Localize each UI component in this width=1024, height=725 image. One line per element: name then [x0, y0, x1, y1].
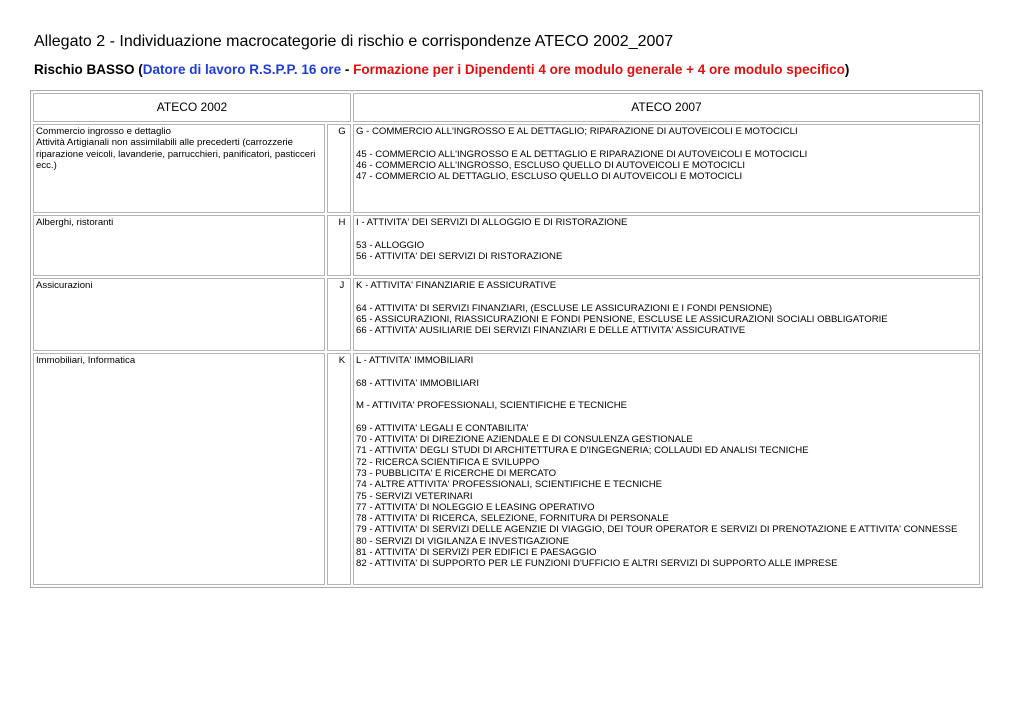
ateco-2007-item: 45 - COMMERCIO ALL'INGROSSO E AL DETTAGLIO E RIPARAZIONE DI AUTOVEICOLI E MOTOCICLI [356, 148, 808, 160]
ateco-2002-code: G [327, 124, 351, 213]
subtitle-separator: - [341, 62, 354, 77]
ateco-2007-item: 64 - ATTIVITA' DI SERVIZI FINANZIARI, (ESCLUSE LE ASSICURAZIONI E I FONDI PENSIONE) [356, 302, 773, 314]
table-row [33, 215, 980, 276]
table-row [33, 278, 980, 351]
risk-subtitle [34, 62, 849, 77]
list-gap [356, 366, 977, 377]
subtitle-prefix: Rischio BASSO ( [34, 62, 143, 77]
ateco-2002-code: H [327, 215, 351, 276]
ateco-2007-list [353, 124, 980, 213]
ateco-2007-item: 79 - ATTIVITA' DI SERVIZI DELLE AGENZIE DI VIAGGIO, DEI TOUR OPERATOR E SERVIZI DI PRENOTAZIONE E ATTIVITA' CONNESSE [356, 524, 958, 536]
ateco-2007-item: 77 - ATTIVITA' DI NOLEGGIO E LEASING OPERATIVO [356, 501, 595, 513]
ateco-2002-description-text: Commercio ingrosso e dettaglio Attività Artigianali non assimilabili alle precederti (carrozzerie riparazione veicoli, lavanderie, parrucchieri, panificatori, pasticceri ecc.) [36, 126, 316, 171]
ateco-2007-item: 46 - COMMERCIO ALL'INGROSSO, ESCLUSO QUELLO DI AUTOVEICOLI E MOTOCICLI [356, 159, 746, 171]
ateco-2007-item: 75 - SERVIZI VETERINARI [356, 490, 473, 502]
ateco-2007-item: 82 - ATTIVITA' DI SUPPORTO PER LE FUNZIONI D'UFFICIO E ALTRI SERVIZI DI SUPPORTO ALLE IMPRESE [356, 558, 838, 570]
ateco-2007-list [353, 215, 980, 276]
ateco-2007-item: 66 - ATTIVITA' AUSILIARIE DEI SERVIZI FINANZIARI E DELLE ATTIVITA' ASSICURATIVE [356, 325, 746, 337]
ateco-table [30, 90, 983, 588]
ateco-2007-item: G - COMMERCIO ALL'INGROSSO E AL DETTAGLIO; RIPARAZIONE DI AUTOVEICOLI E MOTOCICLI [356, 126, 798, 137]
header-ateco-2002: ATECO 2002 [33, 93, 351, 122]
ateco-2002-description [33, 215, 325, 276]
ateco-2007-item: M - ATTIVITA' PROFESSIONALI, SCIENTIFICHE E TECNICHE [356, 400, 628, 412]
ateco-2007-item: 56 - ATTIVITA' DEI SERVIZI DI RISTORAZIONE [356, 250, 563, 262]
list-gap [356, 411, 977, 422]
ateco-2007-item: 70 - ATTIVITA' DI DIREZIONE AZIENDALE E DI CONSULENZA GESTIONALE [356, 434, 693, 446]
subtitle-suffix: ) [844, 62, 850, 77]
list-gap [356, 291, 977, 302]
ateco-2007-item: 47 - COMMERCIO AL DETTAGLIO, ESCLUSO QUELLO DI AUTOVEICOLI E MOTOCICLI [356, 171, 743, 183]
ateco-2007-item: 53 - ALLOGGIO [356, 239, 425, 251]
ateco-2007-item: 71 - ATTIVITA' DEGLI STUDI DI ARCHITETTURA E D'INGEGNERIA; COLLAUDI ED ANALISI TECNICHE [356, 445, 809, 457]
ateco-2007-item: 81 - ATTIVITA' DI SERVIZI PER EDIFICI E PAESAGGIO [356, 547, 597, 559]
ateco-2002-code: J [327, 278, 351, 351]
ateco-2007-item: 74 - ALTRE ATTIVITA' PROFESSIONALI, SCIENTIFICHE E TECNICHE [356, 479, 663, 491]
ateco-2007-list [353, 353, 980, 585]
ateco-2007-item: I - ATTIVITA' DEI SERVIZI DI ALLOGGIO E DI RISTORAZIONE [356, 217, 628, 228]
header-ateco-2007: ATECO 2007 [353, 93, 980, 122]
ateco-2002-description-text: Alberghi, ristoranti [36, 217, 114, 228]
table-row [33, 353, 980, 585]
document-title: Allegato 2 - Individuazione macrocategorie di rischio e corrispondenze ATECO 2002_2007 [34, 33, 674, 50]
ateco-2007-item: K - ATTIVITA' FINANZIARIE E ASSICURATIVE [356, 280, 557, 291]
ateco-2007-item: L - ATTIVITA' IMMOBILIARI [356, 355, 474, 366]
ateco-2007-item: 72 - RICERCA SCIENTIFICA E SVILUPPO [356, 456, 540, 468]
ateco-2002-description [33, 353, 325, 585]
ateco-2002-description [33, 124, 325, 213]
list-gap [356, 228, 977, 239]
ateco-2002-description-text: Immobiliari, Informatica [36, 355, 136, 366]
ateco-2007-item: 65 - ASSICURAZIONI, RIASSICURAZIONI E FONDI PENSIONE, ESCLUSE LE ASSICURAZIONI SOCIALI OBBLIGATORIE [356, 313, 888, 325]
table-header-row [33, 93, 980, 122]
table-row [33, 124, 980, 213]
subtitle-employee-training: Formazione per i Dipendenti 4 ore modulo generale + 4 ore modulo specifico [353, 62, 845, 77]
ateco-2002-description [33, 278, 325, 351]
subtitle-employer-training: Datore di lavoro R.S.P.P. 16 ore [142, 62, 342, 77]
ateco-2007-list [353, 278, 980, 351]
list-gap [356, 137, 977, 148]
ateco-2007-item: 69 - ATTIVITA' LEGALI E CONTABILITA' [356, 422, 529, 434]
ateco-2007-item: 78 - ATTIVITA' DI RICERCA, SELEZIONE, FORNITURA DI PERSONALE [356, 513, 669, 525]
ateco-2007-item: 80 - SERVIZI DI VIGILANZA E INVESTIGAZIONE [356, 535, 570, 547]
ateco-2002-description-text: Assicurazioni [36, 280, 93, 291]
list-gap [356, 389, 977, 400]
ateco-2007-item: 73 - PUBBLICITA' E RICERCHE DI MERCATO [356, 467, 557, 479]
ateco-2002-code: K [327, 353, 351, 585]
ateco-2007-item: 68 - ATTIVITA' IMMOBILIARI [356, 377, 480, 389]
